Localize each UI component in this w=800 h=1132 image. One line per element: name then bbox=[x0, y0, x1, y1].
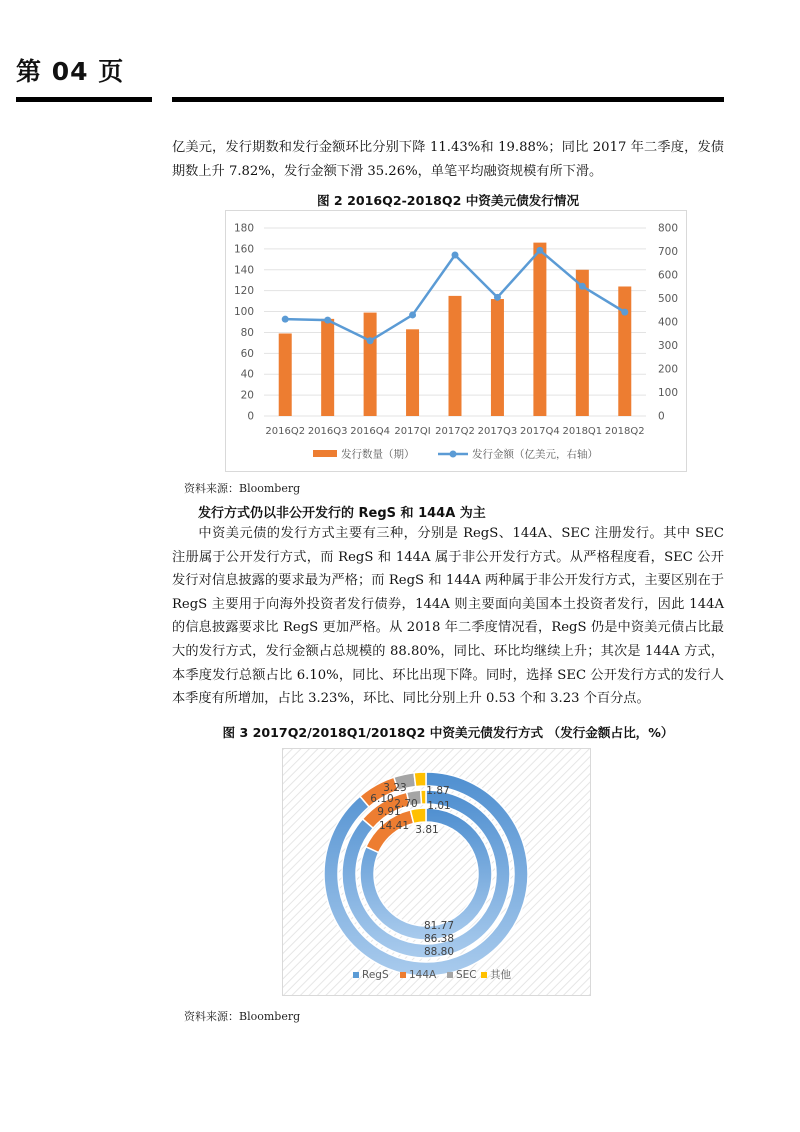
donut-data-label: 86.38 bbox=[423, 933, 455, 945]
y-tick-label: 80 bbox=[240, 326, 254, 339]
legend-label-bar: 发行数量（期） bbox=[341, 448, 415, 461]
y2-tick-label: 0 bbox=[658, 410, 665, 423]
figure-3-source: 资料来源：Bloomberg bbox=[184, 1010, 301, 1023]
x-tick-label: 2018Q2 bbox=[604, 426, 645, 437]
x-tick-label: 2016Q4 bbox=[350, 426, 390, 437]
donut-data-label: 9.91 bbox=[377, 806, 401, 818]
donut-data-label: 6.10 bbox=[370, 793, 394, 805]
y-tick-label: 120 bbox=[233, 285, 254, 298]
figure-3-svg bbox=[283, 749, 590, 995]
y-tick-label: 0 bbox=[247, 410, 254, 423]
legend-marker-line bbox=[450, 451, 457, 458]
line-point bbox=[282, 316, 289, 323]
line-point bbox=[579, 283, 586, 290]
y-tick-label: 180 bbox=[233, 222, 254, 235]
y2-tick-label: 500 bbox=[658, 293, 679, 305]
figure-2-source: 资料来源：Bloomberg bbox=[184, 482, 301, 495]
bar bbox=[364, 313, 377, 416]
bar bbox=[321, 319, 334, 416]
x-tick-label: 2016Q2 bbox=[265, 426, 306, 437]
y2-tick-label: 700 bbox=[658, 246, 679, 258]
line-point bbox=[367, 337, 374, 344]
line-point bbox=[452, 252, 459, 259]
line-point bbox=[409, 311, 416, 318]
donut-data-label: 3.23 bbox=[383, 782, 407, 794]
y2-tick-label: 100 bbox=[658, 387, 679, 399]
y-tick-label: 40 bbox=[240, 368, 254, 381]
y-tick-label: 20 bbox=[240, 389, 254, 402]
x-tick-label: 2017Q4 bbox=[520, 426, 560, 437]
legend-swatch-bar bbox=[313, 450, 337, 457]
donut-data-label: 81.77 bbox=[423, 920, 455, 932]
line-point bbox=[536, 247, 543, 254]
y2-tick-label: 800 bbox=[658, 222, 679, 235]
header-rule-left bbox=[16, 97, 152, 102]
line-point bbox=[494, 294, 501, 301]
donut-slice bbox=[414, 772, 426, 787]
legend-swatch bbox=[447, 972, 453, 978]
section-title-issuance-method: 发行方式仍以非公开发行的 RegS 和 144A 为主 bbox=[198, 506, 486, 521]
bar bbox=[406, 329, 419, 416]
header-rule-right bbox=[172, 97, 724, 102]
donut-slice bbox=[410, 808, 426, 823]
y-tick-label: 160 bbox=[233, 243, 254, 256]
y2-tick-label: 600 bbox=[658, 269, 679, 282]
figure-2-title: 图 2 2016Q2-2018Q2 中资美元债发行情况 bbox=[316, 193, 580, 208]
bar bbox=[449, 296, 462, 416]
donut-data-label: 88.80 bbox=[423, 946, 455, 958]
donut-data-label: 2.70 bbox=[394, 798, 418, 810]
page-number-header: 第 04 页 bbox=[16, 57, 125, 86]
y-tick-label: 60 bbox=[240, 347, 254, 360]
donut-slice bbox=[421, 790, 426, 804]
figure-3-title: 图 3 2017Q2/2018Q1/2018Q2 中资美元债发行方式 （发行金额占比，%） bbox=[222, 725, 674, 740]
x-tick-label: 2017Q2 bbox=[435, 426, 475, 437]
legend-label: RegS bbox=[362, 969, 389, 981]
bar bbox=[576, 270, 589, 416]
legend-label-line: 发行金额（亿美元，右轴） bbox=[472, 448, 598, 461]
legend-swatch bbox=[481, 972, 487, 978]
figure-2-svg bbox=[226, 211, 686, 471]
donut-data-label: 14.41 bbox=[378, 820, 410, 832]
x-tick-label: 2017Q3 bbox=[477, 426, 518, 437]
bar bbox=[279, 333, 292, 416]
bar bbox=[491, 299, 504, 416]
bar bbox=[618, 286, 631, 416]
figure-3-chart bbox=[282, 748, 591, 996]
paragraph-issuance-methods: 中资美元债的发行方式主要有三种，分别是 RegS、144A、SEC 注册发行。其中 SEC 注册属于公开发行方式，而 RegS 和 144A 属于非公开发行方式。从严格程度看，SEC 公开发行对信息披露的要求最为严格；而 RegS 和 144A 两种属于非公开发行方式，主要区别在于 RegS 主要用于向海外投资者发行债券，144A 则主要面向美国本土投资者发行，因此 144A 的信息披露要求比 RegS 更加严格。从 2018 年二季度情况看，RegS 仍是中资美元债占比最大的发行方式，发行金额占总规模的 88.80%，同比、环比均继续上升；其次是 144A 方式，本季度发行总额占比 6.10%，同比、环比出现下降。同时，选择 SEC 公开发行方式的发行人本季度有所增加，占比 3.23%，环比、同比分别上升 0.53 个和 3.23 个百分点。 bbox=[172, 526, 724, 707]
y2-tick-label: 400 bbox=[658, 316, 679, 329]
donut-data-label: 3.81 bbox=[415, 824, 439, 836]
figure-2-chart bbox=[225, 210, 687, 472]
donut-data-label: 1.87 bbox=[426, 785, 450, 797]
x-tick-label: 2018Q1 bbox=[562, 426, 603, 437]
legend-label: 144A bbox=[409, 969, 437, 981]
line-point bbox=[621, 309, 628, 316]
donut-data-label: 1.01 bbox=[427, 800, 451, 812]
x-tick-label: 2017QI bbox=[394, 426, 431, 437]
legend-label: SEC bbox=[456, 969, 477, 981]
x-tick-label: 2016Q3 bbox=[307, 426, 348, 437]
bar bbox=[533, 243, 546, 416]
paragraph-issuance-summary: 亿美元，发行期数和发行金额环比分别下降 11.43%和 19.88%；同比 2017 年二季度，发债期数上升 7.82%，发行金额下滑 35.26%，单笔平均融资规模有所下滑。 bbox=[172, 140, 724, 179]
legend-swatch bbox=[353, 972, 359, 978]
y2-tick-label: 300 bbox=[658, 340, 679, 352]
line-point bbox=[324, 317, 331, 324]
legend-label: 其他 bbox=[490, 969, 511, 981]
y2-tick-label: 200 bbox=[658, 363, 679, 376]
legend-swatch bbox=[400, 972, 406, 978]
y-tick-label: 100 bbox=[233, 306, 254, 319]
y-tick-label: 140 bbox=[233, 264, 254, 277]
